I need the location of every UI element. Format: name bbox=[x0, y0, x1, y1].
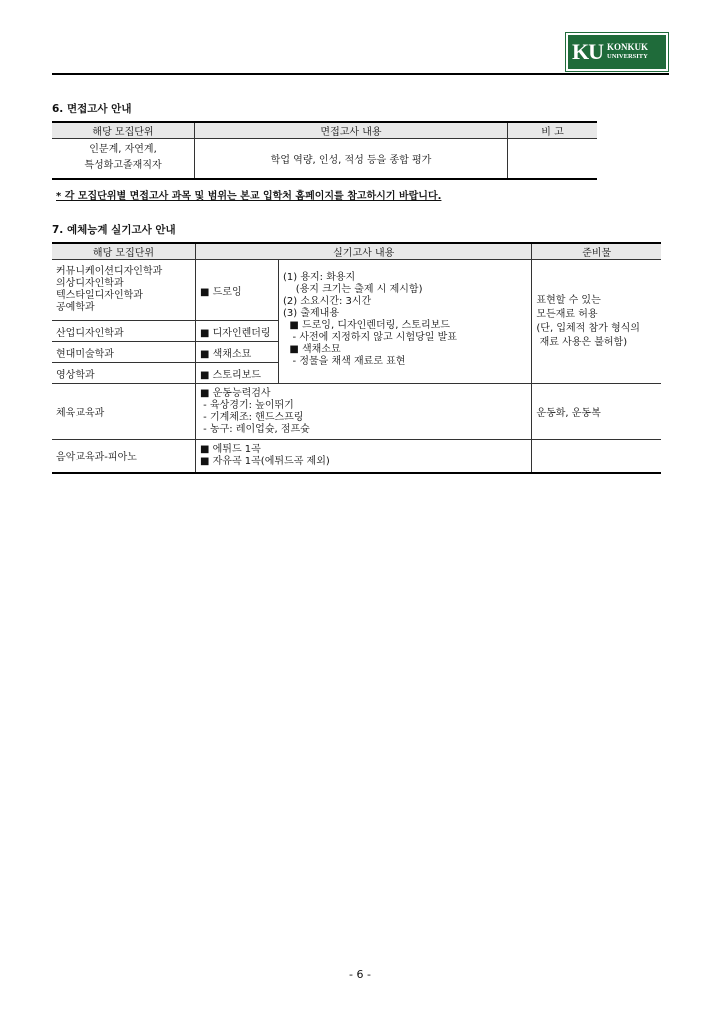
music-content-cell: ■ 에튀드 1곡 ■ 자유곡 1곡(에튀드곡 제외) bbox=[196, 440, 532, 473]
logo-line1: KONKUK bbox=[607, 42, 649, 52]
unit-cell: 영상학과 bbox=[52, 363, 196, 384]
unit-cell: 체육교육과 bbox=[52, 384, 196, 440]
exam-details-cell: (1) 용지: 화용지 (용지 크기는 출제 시 제시함) (2) 소요시간: 3시간 (3) 출제내용 ■ 드로잉, 디자인렌더링, 스토리보드 - 사전에 지정하지 않고 시험당일 발표 ■ 색채소묘 - 정물을 채색 재료로 표현 bbox=[279, 260, 532, 384]
materials-cell bbox=[532, 440, 661, 473]
pe-content-cell: ■ 운동능력검사 - 육상경기: 높이뛰기 - 기계체조: 핸드스프링 - 농구: 레이업슛, 점프슛 bbox=[196, 384, 532, 440]
logo-mark: KU bbox=[572, 39, 603, 64]
col-content: 면접고사 내용 bbox=[195, 122, 508, 139]
table-row bbox=[52, 260, 661, 321]
header-rule bbox=[52, 73, 669, 75]
subject-cell: ■ 디자인렌더링 bbox=[196, 321, 279, 342]
practical-exam-table bbox=[52, 242, 661, 474]
table-row bbox=[52, 440, 661, 473]
materials-art-cell: 표현할 수 있는 모든재료 허용 (단, 입체적 참가 형식의 재료 사용은 불허함) bbox=[532, 260, 661, 384]
interview-table bbox=[52, 121, 597, 180]
col-materials: 준비물 bbox=[532, 243, 661, 260]
section6-title: 6. 면접고사 안내 bbox=[52, 103, 132, 115]
table-row bbox=[52, 384, 661, 440]
logo-line2: UNIVERSITY bbox=[607, 53, 648, 60]
col-unit: 해당 모집단위 bbox=[52, 243, 196, 260]
unit-cell: 산업디자인학과 bbox=[52, 321, 196, 342]
section7-title: 7. 예체능계 실기고사 안내 bbox=[52, 224, 176, 236]
footnote: * 각 모집단위별 면접고사 과목 및 범위는 본교 입학처 홈페이지를 참고하시기 바랍니다. bbox=[56, 191, 442, 202]
subject-cell: ■ 색채소묘 bbox=[196, 342, 279, 363]
page-number: - 6 - bbox=[349, 968, 371, 981]
materials-cell: 운동화, 운동복 bbox=[532, 384, 661, 440]
konkuk-university-logo bbox=[566, 33, 668, 71]
col-note: 비 고 bbox=[508, 122, 598, 139]
table-row bbox=[52, 139, 597, 179]
unit-cell: 음악교육과-피아노 bbox=[52, 440, 196, 473]
unit-cell: 현대미술학과 bbox=[52, 342, 196, 363]
design-units-cell: 커뮤니케이션디자인학과 의상디자인학과 텍스타일디자인학과 공예학과 bbox=[52, 260, 196, 321]
unit-cell: 인문계, 자연계, 특성화고졸재직자 bbox=[52, 139, 195, 179]
col-content: 실기고사 내용 bbox=[196, 243, 532, 260]
subject-cell: ■ 스토리보드 bbox=[196, 363, 279, 384]
content-cell: 학업 역량, 인성, 적성 등을 종합 평가 bbox=[195, 139, 508, 179]
col-unit: 해당 모집단위 bbox=[52, 122, 195, 139]
note-cell bbox=[508, 139, 598, 179]
subject-cell: ■ 드로잉 bbox=[196, 260, 279, 321]
